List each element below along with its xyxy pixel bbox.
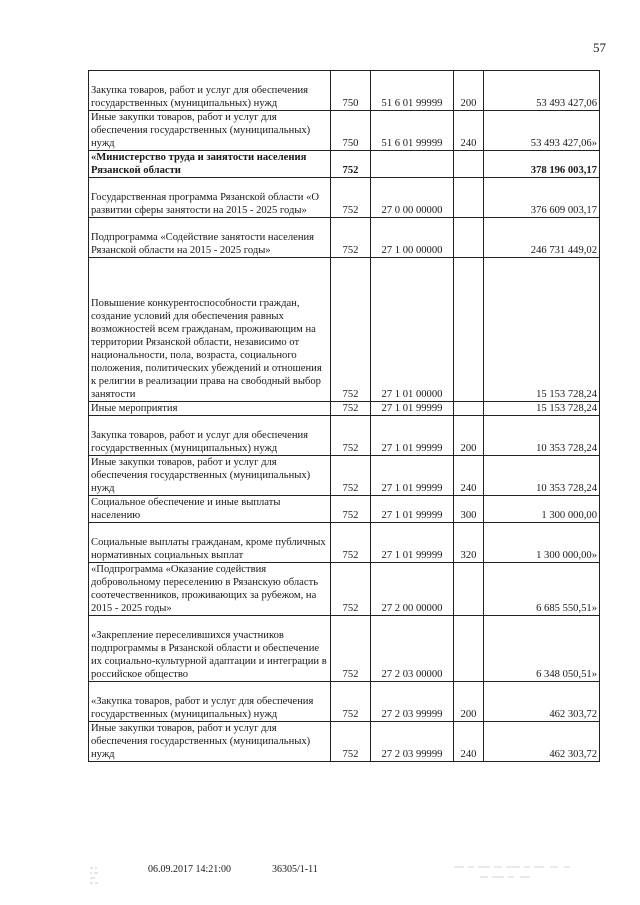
row-code-cell: 750 — [331, 111, 371, 151]
row-code-cell: 752 — [331, 402, 371, 416]
page-number: 57 — [593, 40, 606, 55]
row-sum-cell: 6 685 550,51» — [484, 563, 600, 616]
row-csr-cell: 27 0 00 00000 — [371, 178, 454, 218]
row-code-cell: 752 — [331, 416, 371, 456]
row-vr-cell: 240 — [454, 456, 484, 496]
row-csr-cell: 51 6 01 99999 — [371, 111, 454, 151]
row-name-cell: Повышение конкурентоспособности граждан, создание условий для обеспечения равных возможностей всем гражданам, проживающим на территории Рязанской области, независимо от национальности, пола, возраста, социального положения, политических убеждений и отношения к религии в реализации права на свободный выбор занятости — [89, 258, 331, 402]
table-row — [89, 416, 600, 456]
table-row — [89, 563, 600, 616]
row-sum-cell: 10 353 728,24 — [484, 456, 600, 496]
row-name-cell: Закупка товаров, работ и услуг для обеспечения государственных (муниципальных) нужд — [89, 71, 331, 111]
footer-doc-number: 36305/1-11 — [272, 864, 318, 875]
row-vr-cell — [454, 616, 484, 682]
row-csr-cell: 27 2 03 00000 — [371, 616, 454, 682]
row-vr-cell: 300 — [454, 496, 484, 523]
row-csr-cell: 27 2 03 99999 — [371, 722, 454, 762]
row-name-cell: Иные закупки товаров, работ и услуг для обеспечения государственных (муниципальных) нужд — [89, 111, 331, 151]
row-code-cell: 750 — [331, 71, 371, 111]
row-sum-cell: 15 153 728,24 — [484, 258, 600, 402]
row-sum-cell: 6 348 050,51» — [484, 616, 600, 682]
row-vr-cell: 200 — [454, 682, 484, 722]
row-csr-cell: 27 1 01 99999 — [371, 496, 454, 523]
row-sum-cell: 53 493 427,06 — [484, 71, 600, 111]
registration-stamp-icon — [86, 862, 112, 888]
row-vr-cell: 240 — [454, 722, 484, 762]
row-csr-cell: 27 1 01 99999 — [371, 523, 454, 563]
row-sum-cell: 10 353 728,24 — [484, 416, 600, 456]
row-csr-cell: 27 2 00 00000 — [371, 563, 454, 616]
row-code-cell: 752 — [331, 178, 371, 218]
table-row — [89, 456, 600, 496]
row-csr-cell — [371, 151, 454, 178]
row-code-cell: 752 — [331, 616, 371, 682]
row-sum-cell: 462 303,72 — [484, 722, 600, 762]
row-name-cell: «Подпрограмма «Оказание содействия добровольному переселению в Рязанскую область соотечественников, проживающих за рубежом, на 2015 - 2025 годы» — [89, 563, 331, 616]
row-sum-cell: 15 153 728,24 — [484, 402, 600, 416]
table-row — [89, 722, 600, 762]
row-csr-cell: 27 1 00 00000 — [371, 218, 454, 258]
row-vr-cell: 200 — [454, 416, 484, 456]
row-code-cell: 752 — [331, 151, 371, 178]
footer-timestamp: 06.09.2017 14:21:00 — [148, 864, 232, 875]
row-name-cell: «Закупка товаров, работ и услуг для обеспечения государственных (муниципальных) нужд — [89, 682, 331, 722]
row-code-cell: 752 — [331, 218, 371, 258]
table-row — [89, 402, 600, 416]
row-vr-cell — [454, 258, 484, 402]
row-name-cell: «Министерство труда и занятости населения Рязанской области — [89, 151, 331, 178]
row-name-cell: Иные закупки товаров, работ и услуг для обеспечения государственных (муниципальных) нужд — [89, 456, 331, 496]
row-code-cell: 752 — [331, 456, 371, 496]
row-sum-cell: 246 731 449,02 — [484, 218, 600, 258]
row-csr-cell: 27 1 01 99999 — [371, 402, 454, 416]
row-vr-cell: 200 — [454, 71, 484, 111]
page-footer — [0, 862, 640, 892]
row-name-cell: Социальное обеспечение и иные выплаты населению — [89, 496, 331, 523]
table-row — [89, 151, 600, 178]
row-code-cell: 752 — [331, 523, 371, 563]
table-row — [89, 111, 600, 151]
row-sum-cell: 378 196 003,17 — [484, 151, 600, 178]
row-vr-cell: 240 — [454, 111, 484, 151]
row-csr-cell: 51 6 01 99999 — [371, 71, 454, 111]
row-code-cell: 752 — [331, 722, 371, 762]
table-row — [89, 616, 600, 682]
table-row — [89, 71, 600, 111]
row-csr-cell: 27 1 01 99999 — [371, 456, 454, 496]
row-sum-cell: 53 493 427,06» — [484, 111, 600, 151]
table-row — [89, 178, 600, 218]
row-vr-cell — [454, 218, 484, 258]
row-sum-cell: 1 300 000,00» — [484, 523, 600, 563]
row-csr-cell: 27 2 03 99999 — [371, 682, 454, 722]
table-row — [89, 682, 600, 722]
row-vr-cell — [454, 151, 484, 178]
table-row — [89, 523, 600, 563]
row-name-cell: Государственная программа Рязанской области «О развитии сферы занятости на 2015 - 2025 годы» — [89, 178, 331, 218]
row-name-cell: Социальные выплаты гражданам, кроме публичных нормативных социальных выплат — [89, 523, 331, 563]
table-row — [89, 496, 600, 523]
row-name-cell: Закупка товаров, работ и услуг для обеспечения государственных (муниципальных) нужд — [89, 416, 331, 456]
row-name-cell: Иные закупки товаров, работ и услуг для обеспечения государственных (муниципальных) нужд — [89, 722, 331, 762]
faint-stamp-icon — [450, 862, 600, 884]
row-csr-cell: 27 1 01 99999 — [371, 416, 454, 456]
row-code-cell: 752 — [331, 563, 371, 616]
row-code-cell: 752 — [331, 682, 371, 722]
row-sum-cell: 376 609 003,17 — [484, 178, 600, 218]
row-vr-cell — [454, 402, 484, 416]
row-vr-cell — [454, 178, 484, 218]
row-name-cell: Иные мероприятия — [89, 402, 331, 416]
table-row — [89, 258, 600, 402]
row-vr-cell: 320 — [454, 523, 484, 563]
row-sum-cell: 1 300 000,00 — [484, 496, 600, 523]
table-row — [89, 218, 600, 258]
row-csr-cell: 27 1 01 00000 — [371, 258, 454, 402]
row-code-cell: 752 — [331, 496, 371, 523]
row-name-cell: «Закрепление переселившихся участников подпрограммы в Рязанской области и обеспечение их социально-культурной адаптации и интеграции в российское общество — [89, 616, 331, 682]
row-name-cell: Подпрограмма «Содействие занятости населения Рязанской области на 2015 - 2025 годы» — [89, 218, 331, 258]
budget-table — [88, 70, 600, 762]
row-sum-cell: 462 303,72 — [484, 682, 600, 722]
row-vr-cell — [454, 563, 484, 616]
row-code-cell: 752 — [331, 258, 371, 402]
